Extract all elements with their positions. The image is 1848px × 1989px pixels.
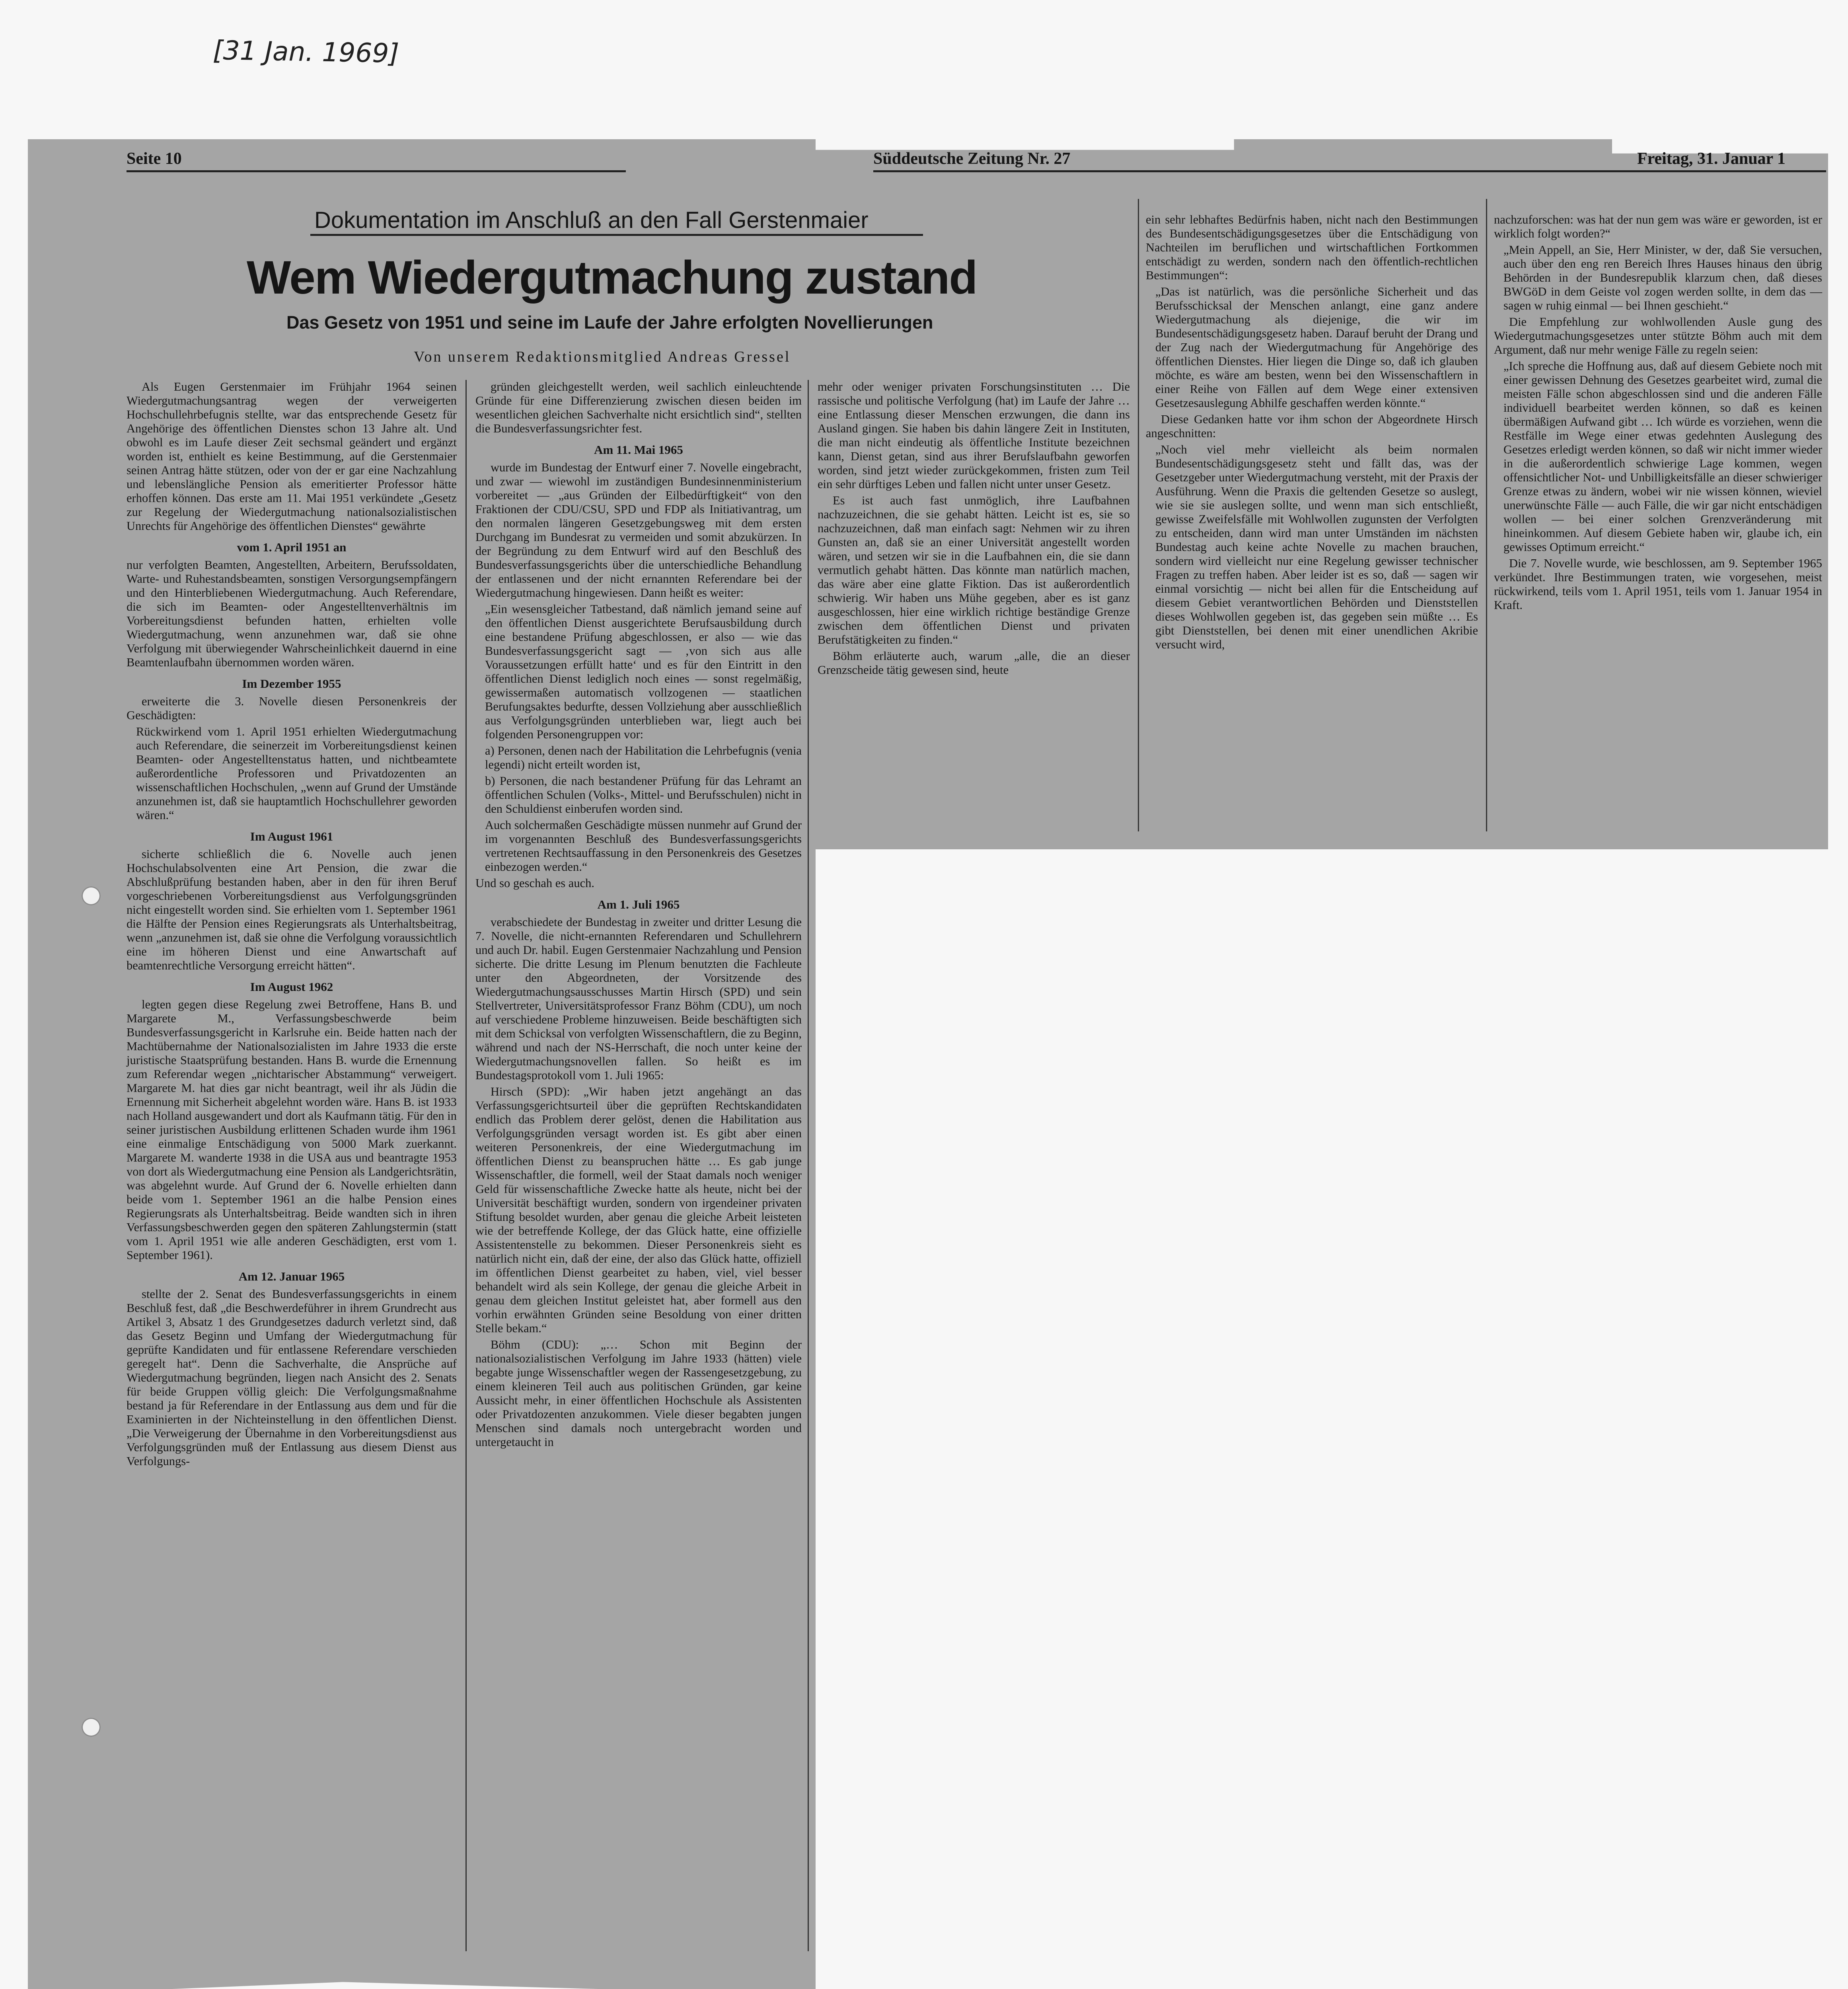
header-rule: [127, 170, 626, 172]
handwritten-date-annotation: [31 Jan. 1969]: [212, 35, 399, 69]
column-divider: [1486, 199, 1487, 831]
column-3: mehr oder weniger privaten Forschungsinstituten … Die rassische und politische Verfolgung (hat) im Laufe der Jahre … eine Entlassung dieser Menschen erzwungen, die dann ins Ausland gingen. Sie haben bis dahin längere Zeit in Instituten, die man nicht eindeutig als öffentliche Institute bezeichnen kann, Dienst getan, sind aus ihrer Berufslaufbahn geworfen worden, sind jetzt wieder zurückgekommen, fristen zum Teil ein sehr dürftiges Leben und fallen nicht unter unser Gesetz. Es ist auch fast unmöglich, ihre Laufbahnen nachzuzeichnen, die sie gehabt hätten. Leicht ist es, sie so nachzuzeichnen, daß man einfach sagt: Nehmen wir zu ihren Gunsten an, daß sie an einer Universität angestellt worden wären, und setzen wir sie in die Laufbahnen ein, die sie dann vermutlich gehabt hätten. Das könnte man natürlich machen, das wäre aber eine glatte Fiktion. Das ist außerordentlich schwierig. Wir haben uns Mühe gegeben, aber es ist ganz ausgeschlossen, hier eine wirklich richtige beständige Grenze zwischen dem öffentlichen Dienst und privaten Berufstätigkeiten zu finden.“ Böhm erläuterte auch, warum „alle, die an dieser Grenzscheide tätig gewesen sind, heute: [818, 380, 1130, 677]
punch-hole-icon: [82, 886, 101, 905]
header-rule: [873, 170, 1826, 172]
article-headline: Wem Wiedergutmachung zustand: [247, 251, 977, 304]
column-1: Als Eugen Gerstenmaier im Frühjahr 1964 seinen Wiedergutmachungsantrag wegen der verweigerten Hochschullehrbefugnis stellte, war das entsprechende Gesetz für Angehörige des öffentlichen Dienstes schon 13 Jahre alt. Und obwohl es im Laufe dieser Zeit sechsmal geändert und ergänzt worden ist, enthielt es keine Bestimmung, auf die Gerstenmaier seinen Antrag hätte stützen, oder von der er gar eine Nachzahlung und lebenslängliche Pension als emeritierter Professor hätte erhoffen können. Das erste am 11. Mai 1951 verkündete „Gesetz zur Regelung der Wiedergutmachung nationalsozialistischen Unrechts für Angehörige des öffentlichen Dienstes“ gewährte vom 1. April 1951 an nur verfolgten Beamten, Angestellten, Arbeitern, Berufssoldaten, Warte- und Ruhestandsbeamten, sonstigen Versorgungsempfängern und den Hinterbliebenen Wiedergutmachung. Auch Referendare, die sich im Beamten- oder Angestelltenverhältnis im Vorbereitungsdienst befunden hatten, erhielten volle Wiedergutmachung, wenn anzunehmen war, daß sie ohne Verfolgung mit überwiegender Wahrscheinlichkeit dauernd in eine Beamtenlaufbahn übernommen worden wären. Im Dezember 1955 erweiterte die 3. Novelle diesen Personenkreis der Geschädigten: Rückwirkend vom 1. April 1951 erhielten Wiedergutmachung auch Referendare, die seinerzeit im Vorbereitungsdienst keinen Beamten- oder Angestelltenstatus hatten, und nichtbeamtete außerordentliche Professoren und Privatdozenten an wissenschaftlichen Hochschulen, „wenn auf Grund der Umstände anzunehmen ist, daß sie hauptamtlich Hochschullehrer geworden wären.“ Im August 1961 sicherte schließlich die 6. Novelle auch jenen Hochschulabsolventen eine Art Pension, die zwar die Abschlußprüfung bestanden haben, aber in den für ihren Beruf vorgeschriebenen Vorbereitungsdienst aus Verfolgungsgründen nicht eingestellt worden sind. Sie erhielten vom 1. September 1961 die Hälfte der Pension eines Regierungsrats als Unterhaltsbeitrag, wenn „anzunehmen ist, daß sie ohne die Verfolgung voraussichtlich eine im höheren Dienst und eine Anwartschaft auf beamtenrechtliche Versorgung erreicht hätten“. Im August 1962 legten gegen diese Regelung zwei Betroffene, Hans B. und Margarete M., Verfassungsbeschwerde beim Bundesverfassungsgericht in Karlsruhe ein. Beide hatten nach der Machtübernahme der Nationalsozialisten im Jahre 1933 die erste juristische Staatsprüfung bestanden. Hans B. wurde die Ernennung zum Referendar wegen „nichtarischer Abstammung“ verweigert. Margarete M. hat dies gar nicht beantragt, weil ihr als Jüdin die Ernennung mit Sicherheit abgelehnt worden wäre. Hans B. ist 1933 nach Holland ausgewandert und dort als Kaufmann tätig. Für den in seiner juristischen Ausbildung erlittenen Schaden wurde ihm 1961 eine einmalige Entschädigung von 5000 Mark zuerkannt. Margarete M. wanderte 1938 in die USA aus und beantragte 1953 von dort als Wiedergutmachung eine Pension als Landgerichtsrätin, was abgelehnt wurde. Auf Grund der 6. Novelle erhielten dann beide vom 1. September 1961 an die halbe Pension eines Regierungsrats als Unterhaltsbeitrag. Beide wandten sich in ihren Verfassungsbeschwerden gegen den späteren Zahlungstermin (statt vom 1. April 1951 wie alle anderen Geschädigten, erst vom 1. September 1961). Am 12. Januar 1965 stellte der 2. Senat des Bundesverfassungsgerichts in einem Beschluß fest, daß „die Beschwerdeführer in ihrem Grundrecht aus Artikel 3, Absatz 1 des Grundgesetzes dadurch verletzt sind, daß das Gesetz Beginn und Umfang der Wiedergutmachung für geprüfte Kandidaten und für entlassene Referendare verschieden geregelt hat“. Denn die Sachverhalte, die Ansprüche auf Wiedergutmachung begründen, liegen nach Ansicht des 2. Senats für beide Gruppen völlig gleich: Die Verfolgungsmaßnahme bestand ja für Referendare in der Entlassung aus dem und für die Examinierten in der Nichteinstellung in den öffentlichen Dienst. „Die Verweigerung der Übernahme in den Vorbereitungsdienst aus Verfolgungsgründen muß der Entlassung aus diesem Dienst aus Verfolgungs-: [127, 380, 457, 1468]
column-divider: [465, 380, 467, 1951]
kicker-rule: [310, 234, 923, 236]
column-5: nachzuforschen: was hat der nun gem was wäre er geworden, ist er wirklich folgt worden?“ „Mein Appell, an Sie, Herr Minister, w der, daß Sie versuchen, auch über den eng ren Bereich Ihres Hauses hinaus den übrig Behörden in der Bundesrepublik klarzum chen, daß dieses BWGöD in dem Geiste vol zogen werden sollte, in dem das — sagen w ruhig einmal — bei Ihnen geschieht.“ Die Empfehlung zur wohlwollenden Ausle gung des Wiedergutmachungsgesetzes unter stützte Böhm auch mit dem Argument, daß nur mehr wenige Fälle zu regeln seien: „Ich spreche die Hoffnung aus, daß auf diesem Gebiete noch mit einer gewissen Dehnung des Gesetzes gearbeitet wird, zumal die meisten Fälle schon abgeschlossen sind und die anderen Fälle individuell bearbeitet werden können, so daß es keinen übermäßigen Aufwand gibt … Ich würde es vorziehen, wenn die Restfälle im Wege einer etwas gedehnten Auslegung des Gesetzes erledigt werden können, so daß wir nicht immer wieder in die außerordentlich schwierige Lage kommen, wegen offensichtlicher Not- und Unbilligkeitsfälle an dieser schwieriger Grenze etwas zu ändern, wobei wir nie wissen können, wieviel unerwünschte Fälle — auch Fälle, die wir gar nicht entschädigen wollen — bei einer solchen Grenzveränderung mit hineinkommen. Auf diesem Gebiete haben wir, glaube ich, ein gewisses Optimum erreicht.“ Die 7. Novelle wurde, wie beschlossen, am 9. September 1965 verkündet. Ihre Bestimmungen traten, wie vorgesehen, meist rückwirkend, teils vom 1. April 1951, teils vom 1. Januar 1954 in Kraft.: [1494, 213, 1822, 612]
article-byline: Von unserem Redaktionsmitglied Andreas Gressel: [414, 348, 791, 365]
article-subhead: Das Gesetz von 1951 und seine im Laufe der Jahre erfolgten Novellierungen: [286, 312, 933, 333]
newspaper-title: Süddeutsche Zeitung Nr. 27: [873, 150, 1071, 168]
article-kicker: Dokumentation im Anschluß an den Fall Gerstenmaier: [314, 207, 869, 233]
page-number: Seite 10: [127, 150, 182, 168]
publication-date: Freitag, 31. Januar 1: [1637, 150, 1786, 168]
column-2: gründen gleichgestellt werden, weil sachlich einleuchtende Gründe für eine Differenzierung zwischen diesen beiden im wesentlichen gleichen Sachverhalte nicht ersichtlich sind“, stellten die Bundesverfassungsrichter fest. Am 11. Mai 1965 wurde im Bundestag der Entwurf einer 7. Novelle eingebracht, und zwar — wiewohl im zuständigen Bundesinnenministerium vorbereitet — „aus Gründen der Eilbedürftigkeit“ von den Fraktionen der CDU/CSU, SPD und FDP als Initiativantrag, um den normalen längeren Gesetzgebungsweg mit dem ersten Durchgang im Bundesrat zu vermeiden und somit abzukürzen. In der Begründung zu dem Entwurf wird auf den Beschluß des Bundesverfassungsgerichts über die unterschiedliche Behandlung der entlassenen und der nicht ernannten Referendare bei der Wiedergutmachung hingewiesen. Dann heißt es weiter: „Ein wesensgleicher Tatbestand, daß nämlich jemand seine auf den öffentlichen Dienst ausgerichtete Berufsausbildung durch eine bestandene Prüfung abgeschlossen, er also — wie das Bundesverfassungsgericht sagt — ‚von sich aus alle Voraussetzungen erfüllt hatte‘ und es für den Eintritt in den öffentlichen Dienst lediglich noch eines — sonst regelmäßig, gewissermaßen automatisch vollzogenen — staatlichen Berufungsaktes bedurfte, dessen Vollziehung aber ausschließlich aus Verfolgungsgründen unterblieben war, liegt auch bei folgenden Personengruppen vor: a) Personen, denen nach der Habilitation die Lehrbefugnis (venia legendi) nicht erteilt worden ist, b) Personen, die nach bestandener Prüfung für das Lehramt an öffentlichen Schulen (Volks-, Mittel- und Berufsschulen) nicht in den Schuldienst einberufen worden sind. Auch solchermaßen Geschädigte müssen nunmehr auf Grund der im vorgenannten Beschluß des Bundesverfassungsgerichts vertretenen Rechtsauffassung in den Personenkreis des Gesetzes einbezogen werden.“ Und so geschah es auch. Am 1. Juli 1965 verabschiedete der Bundestag in zweiter und dritter Lesung die 7. Novelle, die nicht-ernannten Referendaren und Schullehrern und auch Dr. habil. Eugen Gerstenmaier Nachzahlung und Pension sicherte. Die dritte Lesung im Plenum benutzten die Fachleute unter den Abgeordneten, der Vorsitzende des Wiedergutmachungsausschusses Martin Hirsch (SPD) und sein Stellvertreter, Universitätsprofessor Franz Böhm (CDU), um noch auf verschiedene Probleme hinzuweisen. Beide beschäftigten sich mit dem Schicksal von verfolgten Wissenschaftlern, die zu Beginn, während und nach der NS-Herrschaft, die noch unter keine der Wiedergutmachungsnovellen fallen. So heißt es im Bundestagsprotokoll vom 1. Juli 1965: Hirsch (SPD): „Wir haben jetzt angehängt an das Verfassungsgerichtsurteil über die geprüften Rechtskandidaten endlich das Problem derer gelöst, denen die Habilitation aus Verfolgungsgründen versagt worden ist. Es gibt aber einen weiteren Personenkreis, der eine Wiedergutmachung im öffentlichen Dienst zu beanspruchen hätte … Es gab junge Wissenschaftler, die formell, weil der Staat damals noch weniger Geld für wissenschaftliche Zwecke hatte als heute, nicht bei der Universität beschäftigt wurden, sondern von irgendeiner privaten Stiftung besoldet wurden, aber genau die gleiche Arbeit leisteten wie der betreffende Kollege, der das Glück hatte, eine offizielle Assistentenstelle zu bekommen. Dieser Personenkreis sieht es natürlich nicht ein, daß der eine, der also das Glück hatte, offiziell im öffentlichen Dienst gearbeitet zu haben, viel, viel besser behandelt wird als sein Kollege, der genau die gleiche Arbeit in genau dem gleichen Institut geleistet hat, aber formell aus den vorhin erwähnten Gründen seine Besoldung von einer dritten Stelle bekam.“ Böhm (CDU): „… Schon mit Beginn der nationalsozialistischen Verfolgung im Jahre 1933 (hätten) viele begabte junge Wissenschaftler wegen der Rassengesetzgebung, zu einem kleineren Teil auch aus politischen Gründen, gar keine Aussicht mehr, in einer öffentlichen Hochschule als Assistenten oder Privatdozenten anzukommen. Viele dieser begabten jungen Menschen sind damals noch untergebracht worden und untergetaucht in: [475, 380, 802, 1449]
punch-hole-icon: [82, 1718, 101, 1737]
column-4: ein sehr lebhaftes Bedürfnis haben, nicht nach den Bestimmungen des Bundesentschädigungsgesetzes über die Entschädigung von Nachteilen im beruflichen und wirtschaftlichen Fortkommen entschädigt zu werden, sondern nach den öffentlich-rechtlichen Bestimmungen“: „Das ist natürlich, was die persönliche Sicherheit und das Berufsschicksal der Menschen anlangt, eine ganz andere Wiedergutmachung als diejenige, die wir im Bundesentschädigungsgesetz haben. Darauf beruht der Drang und der Zug nach der Wiedergutmachung für Angehörige des öffentlichen Dienstes. Hier liegen die Dinge so, daß ich glauben möchte, es wäre am besten, wenn bei den Wissenschaftlern in einer Reihe von Fällen auf dem Wege einer extensiven Gesetzesauslegung Abhilfe geschaffen werden könnte.“ Diese Gedanken hatte vor ihm schon der Abgeordnete Hirsch angeschnitten: „Noch viel mehr vielleicht als beim normalen Bundesentschädigungsgesetz steht und fällt das, was der Gesetzgeber unter Wiedergutmachung versteht, mit der Praxis der Ausführung. Wenn die Praxis die geltenden Gesetze so auslegt, wie sie sie auslegen sollte, und wenn man sich entschließt, gewisse Zweifelsfälle mit Wohlwollen zugunsten der Verfolgten zu entscheiden, dann wird man unter Umständen im nächsten Bundestag auch keine achte Novelle zu machen brauchen, sondern wird vielleicht nur eine Regelung gewisser technischer Fragen zu treffen haben. Aber leider ist es so, daß — sagen wir einmal vorsichtig — nicht bei allen für die Entscheidung auf diesem Gebiet verantwortlichen Behörden und Dienststellen dieses Wohlwollen gegeben ist, das gegeben sein müßte … Es gibt Dienststellen, bei denen mit einer unendlichen Akribie versucht wird,: [1146, 213, 1478, 651]
column-divider: [808, 380, 809, 1951]
column-divider: [1138, 199, 1139, 831]
